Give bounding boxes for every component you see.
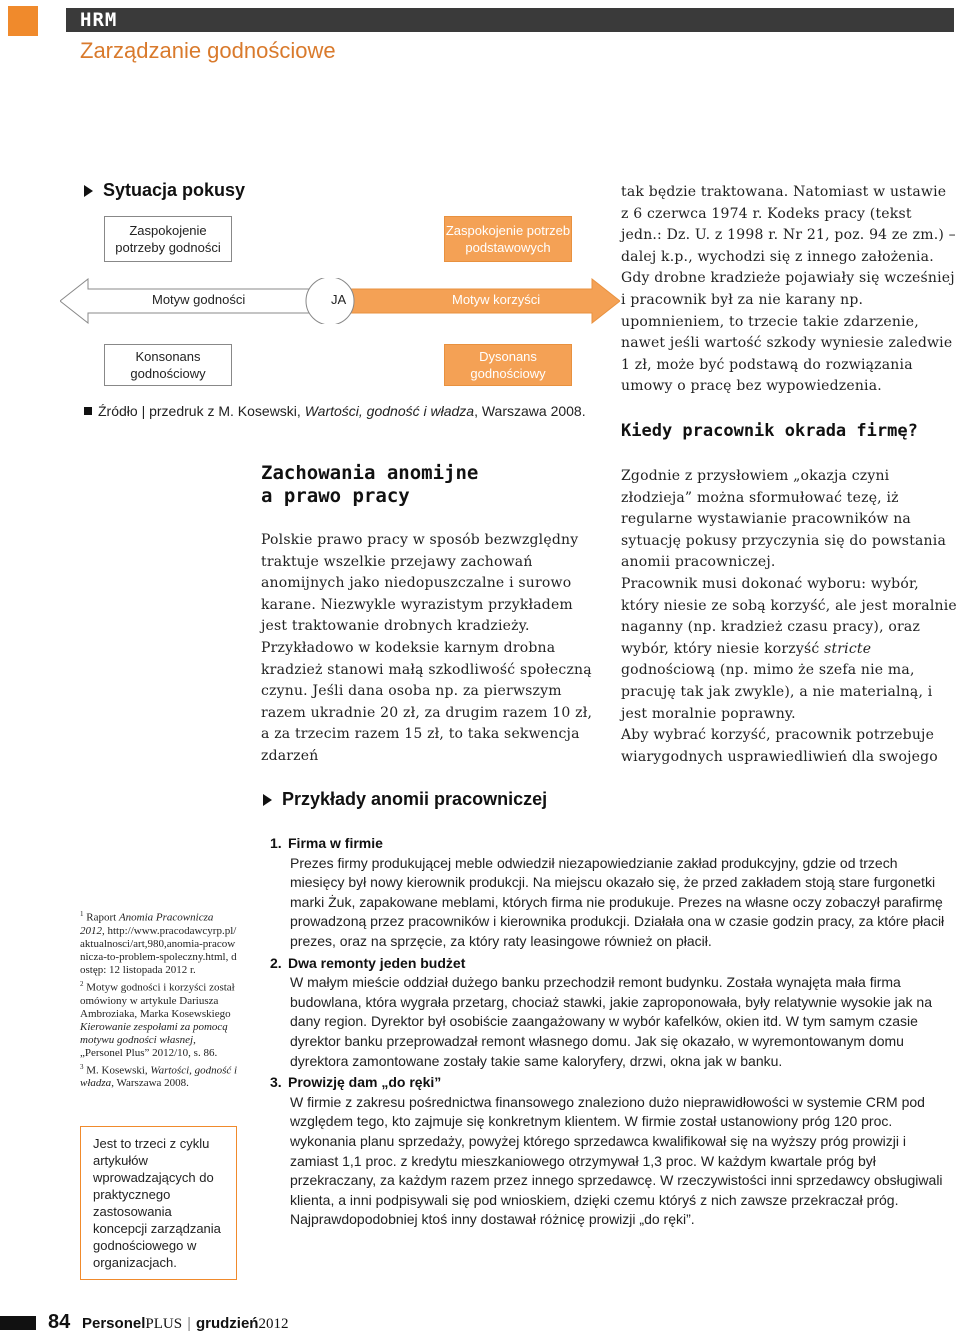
- series-note-box: Jest to trzeci z cyklu artykułów wprowadzających do praktycznego zastosowania koncepcji zarządzania godnościowego w organizacjach.: [80, 1126, 237, 1280]
- footnote-number: 3: [80, 1062, 84, 1071]
- footnote-3: [80, 1061, 238, 1091]
- footnote-title: Anomia Pracownicza 2012: [80, 911, 214, 937]
- footnote-text: , „Personel Plus” 2012/10, s. 86.: [80, 1034, 218, 1060]
- middle-heading: [261, 462, 601, 508]
- header-bar: [66, 8, 954, 32]
- footnote-title: Wartości, godność i władza: [80, 1064, 238, 1090]
- separator: |: [187, 1315, 191, 1332]
- example-item: [270, 954, 950, 1072]
- box-need-dignity: [104, 216, 232, 262]
- section-code: HRM: [80, 9, 118, 31]
- triangle-bullet-icon: [263, 794, 272, 806]
- example-title-row: [270, 1073, 950, 1093]
- section-subtitle: Zarządzanie godnościowe: [80, 38, 336, 63]
- footnote-2: [80, 978, 238, 1061]
- box-dissonance: [444, 344, 572, 386]
- box-need-dignity-text: Zaspokojenie potrzeby godności: [115, 223, 221, 255]
- publication-name: Personel: [82, 1315, 146, 1332]
- footnotes: [80, 908, 238, 1091]
- footnote-title: Kierowanie zespołami za pomocą motywu godności własnej: [80, 1020, 228, 1047]
- middle-heading-line: Zachowania anomijne: [261, 462, 479, 484]
- box-dissonance-text: Dysonans godnościowy: [470, 349, 546, 381]
- footnote-1: [80, 908, 238, 978]
- paragraph: [621, 574, 957, 725]
- paragraph-text: godnościową (np. mimo że szefa nie ma, pracuję tak jak zwykle), a nie materialną, i jest moralnie poprawny.: [621, 662, 933, 722]
- examples-list: [270, 834, 950, 1232]
- page-number: 84: [48, 1311, 71, 1333]
- square-bullet-icon: [84, 407, 92, 415]
- example-text: W małym mieście oddział dużego banku przechodził remont budynku. Została wynajęta mała firma budowlana, która wygrała przetarg, chociaż stawki, jakie zaproponowała, były relatywnie wysokie jak na dany region. Dyrektor był osobiście zaangażowany w wybór kafelków, okien itd. W tym samym czasie dyrektor banku przeprowadzał remont własnego domu. Jak się okazało, w wyremontowanym domu dyrektora zamontowane zostały takie same kaloryfery, drzwi, okna jak w banku.: [290, 974, 932, 1069]
- examples-heading-text: Przykłady anomii pracowniczej: [282, 789, 548, 809]
- paragraph: Zgodnie z przysłowiem „okazja czyni złodzieja” można sformułować tezę, iż regularne wystawianie pracowników na sytuację pokusy przyczynia się do powstania anomii pracowniczej.: [621, 468, 947, 571]
- footnote-text: Motyw godności i korzyści został omówiony w artykule Dariusza Ambroziaka, Marka Kosewskiego: [80, 981, 235, 1020]
- emphasis: stricte: [824, 640, 872, 657]
- example-title-row: [270, 834, 950, 854]
- example-number: 3.: [270, 1074, 282, 1091]
- source-suffix: , Warszawa 2008.: [474, 403, 586, 419]
- example-text: Prezes firmy produkującej meble odwiedził niezapowiedzianie zakład produkcyjny, gdzie od trzech miesięcy był nowy kierownik produkcji. Na miejscu okazało się, że przed zakładem stoją stare furgonetki marki Żuk, zapakowane meblami, których firma nie produkuje. Prezes na własne oczy zobaczył parafirmę prowadzoną przez pracowników i kierownika produkcji. Działała ona w czasie godzin pracy, za które płacił prezes, oraz na sprzęcie, za który raty leasingowe również on płacił.: [290, 854, 945, 949]
- arrow-center-label: JA: [331, 292, 347, 307]
- middle-heading-line: a prawo pracy: [261, 485, 410, 507]
- footer-accent-bar: [0, 1316, 36, 1330]
- right-column-bottom: [621, 466, 957, 768]
- source-title: Wartości, godność i władza: [304, 403, 475, 419]
- example-item: [270, 834, 950, 952]
- footnote-text: , http://www.pracodawcyrp.pl/aktualnosci/art,980,anomia-pracownicza-to-problem-spoleczny.html, dostęp: 12 listopada 2012 r.: [80, 924, 237, 977]
- example-number: 2.: [270, 954, 282, 971]
- right-column-top-text: tak będzie traktowana. Natomiast w ustawie z 6 czerwca 1974 r. Kodeks pracy (tekst jedn.: Dz. U. z 1998 r. Nr 21, poz. 94 ze zm.) – dalej k.p., wychodzi się z innego założenia. Gdy drobne kradzieże pojawiały się wcześniej i pracownik był za nie karany np. upomnieniem, to trzecie takie zdarzenie, nawet jeśli wartość szkody wyniesie zaledwie 1 zł, może być podstawą do rozwiązania umowy o pracę bez wypowiedzenia.: [621, 184, 956, 395]
- publication-line: [82, 1315, 288, 1333]
- right-subheading: Kiedy pracownik okrada firmę?: [621, 421, 918, 441]
- example-number: 1.: [270, 835, 282, 851]
- box-need-basic-text: Zaspokojenie potrzeb podstawowych: [445, 223, 571, 255]
- box-consonance-text: Konsonans godnościowy: [130, 349, 206, 381]
- paragraph: Aby wybrać korzyść, pracownik potrzebuje wiarygodnych usprawiedliwień dla swojego: [621, 727, 938, 765]
- diagram-heading-text: Sytuacja pokusy: [103, 180, 246, 200]
- example-text: W firmie z zakresu pośrednictwa finansowego znaleziono dużo nieprawidłowości w systemie CRM pod względem tego, kto zajmuje się konkretnym klientem. W firmie został ustanowiony próg 120 proc. wykonania planu sprzedaży, powyżej którego sprzedawca kwalifikował się na wyższy próg prowizji i zamiast 1,1 proc. z kredytu mieszkaniowego otrzymywał 1,3 proc. W każdym kwartale próg był przekraczany, za każdym razem przez innego sprzedawcę. W rzeczywistości inni sprzedawcy obsługiwali klienta, a inni podpisywali się pod wnioskiem, dzięki czemu któryś z nich zawsze przekraczał próg. Najprawdopodobniej ktoś inny dostawał różnicę prowizji „do ręki”.: [290, 1093, 943, 1228]
- ja-circle: [306, 278, 354, 324]
- box-need-basic: [444, 216, 572, 262]
- source-prefix: Źródło | przedruk z M. Kosewski,: [98, 403, 305, 419]
- example-title: Firma w firmie: [288, 835, 383, 851]
- box-consonance: [104, 344, 232, 386]
- issue-year: 2012: [258, 1316, 289, 1332]
- arrow-right-label: Motyw korzyści: [452, 292, 541, 307]
- example-title: Dwa remonty jeden budżet: [288, 954, 466, 971]
- examples-heading: [263, 789, 547, 810]
- example-title-row: [270, 954, 950, 974]
- paragraph-text: Pracownik musi dokonać wyboru: wybór, który niesie ze sobą korzyść, ale jest moralnie naganny (np. kradzież czasu pracy), oraz wybór, który niesie korzyść: [621, 575, 957, 657]
- publication-name-suffix: PLUS: [145, 1316, 183, 1332]
- middle-column-text: Polskie prawo pracy w sposób bezwzględny traktuje wszelkie przejawy zachowań anomijnych jako niedopuszczalne i surowo karane. Niezwykle wyrazistym przykładem jest traktowanie drobnych kradzieży. Przykładowo w kodeksie karnym drobna kradzież stanowi małą szkodliwość społeczną czynu. Jeśli dana osoba np. za pierwszym razem ukradnie 20 zł, za drugim razem 10 zł, a za trzecim razem 15 zł, to taka sekwencja zdarzeń: [261, 532, 593, 764]
- footnote-text: , Warszawa 2008.: [111, 1077, 189, 1090]
- example-title: Prowizję dam „do ręki”: [288, 1074, 442, 1091]
- header-accent-square: [8, 6, 38, 36]
- diagram-heading: [84, 180, 245, 201]
- footnote-text: M. Kosewski,: [83, 1064, 151, 1077]
- arrow-left-label: Motyw godności: [152, 292, 246, 307]
- issue-month: grudzień: [195, 1315, 259, 1332]
- triangle-bullet-icon: [84, 185, 93, 197]
- footnote-number: 1: [80, 910, 84, 918]
- footnote-number: 2: [80, 979, 84, 988]
- diagram-source: [84, 403, 586, 419]
- example-item: [270, 1073, 950, 1230]
- footnote-text: Raport: [83, 911, 119, 924]
